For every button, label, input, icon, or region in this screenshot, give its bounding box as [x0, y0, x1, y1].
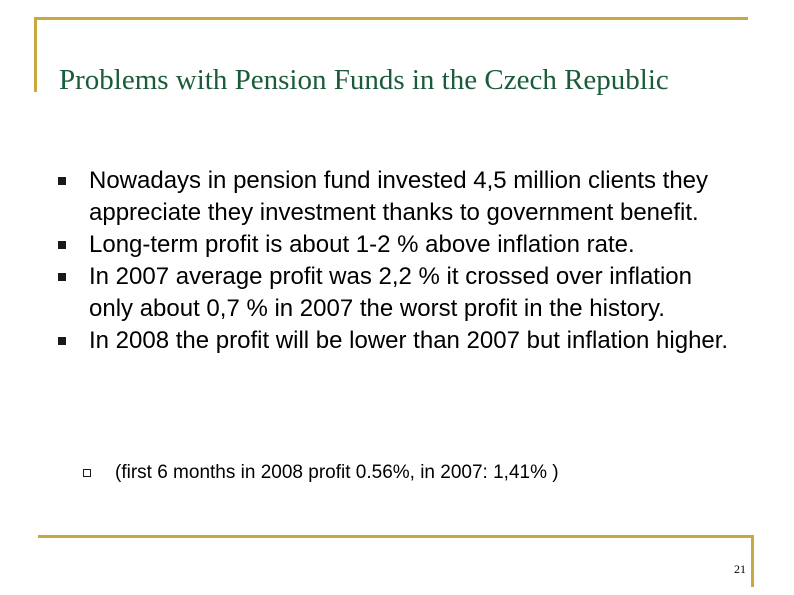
hollow-square-bullet-icon: [83, 469, 91, 477]
bullet-list: [58, 165, 738, 357]
square-bullet-icon: [58, 337, 66, 345]
sub-bullet-item: [83, 460, 733, 486]
frame-right-line: [751, 535, 754, 587]
slide-title: Problems with Pension Funds in the Czech Republic: [59, 64, 669, 96]
frame-top-line: [34, 17, 748, 20]
sub-bullet-list: [83, 460, 733, 486]
frame-bottom-line: [38, 535, 754, 538]
square-bullet-icon: [58, 273, 66, 281]
square-bullet-icon: [58, 177, 66, 185]
page-number: 21: [734, 562, 746, 576]
bullet-text: In 2007 average profit was 2,2 % it crossed over inflation only about 0,7 % in 2007 the worst profit in the history.: [89, 263, 692, 322]
bullet-item: [58, 325, 738, 357]
bullet-text: In 2008 the profit will be lower than 2007 but inflation higher.: [89, 327, 729, 354]
bullet-item: [58, 261, 738, 325]
bullet-text: Nowadays in pension fund invested 4,5 million clients they appreciate they investment thanks to government benefit.: [89, 167, 709, 226]
square-bullet-icon: [58, 241, 66, 249]
bullet-text: Long-term profit is about 1-2 % above inflation rate.: [89, 231, 635, 258]
bullet-item: [58, 229, 738, 261]
sub-bullet-text: (first 6 months in 2008 profit 0.56%, in 2007: 1,41% ): [115, 462, 559, 483]
bullet-item: [58, 165, 738, 229]
frame-left-line: [34, 17, 37, 92]
